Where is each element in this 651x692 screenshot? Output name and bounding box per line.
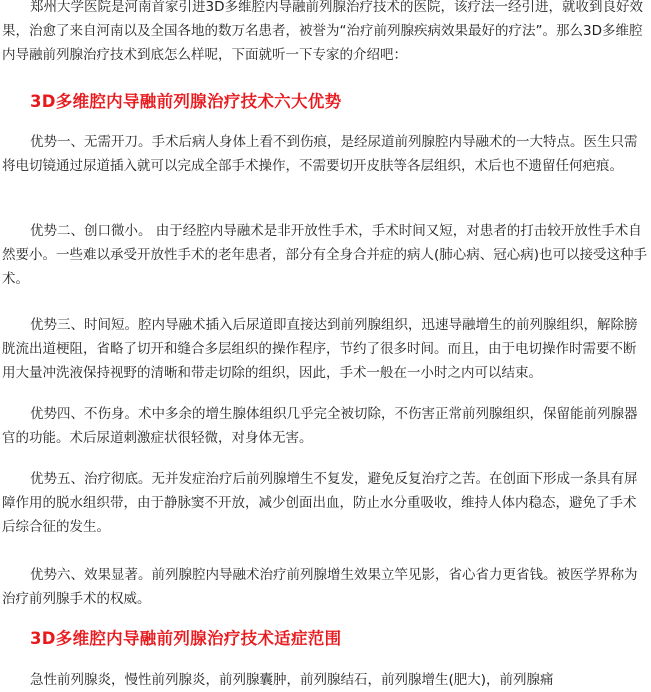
indications-text: 急性前列腺炎，慢性前列腺炎，前列腺囊肿，前列腺结石，前列腺增生(肥大)，前列腺痛 xyxy=(30,672,554,688)
intro-paragraph: 郑州大学医院是河南首家引进3D多维腔内导融前列腺治疗技术的医院，该疗法一经引进，就收到良好效果，治愈了来自河南以及全国各地的数万名患者，被誉为“治疗前列腺疾病效果最好的疗法”。那么3D多维腔内导融前列腺治疗技术到底怎么样呢，下面就听一下专家的介绍吧： xyxy=(2,0,643,63)
advantage-item-6: 优势六、效果显著。前列腺腔内导融术治疗前列腺增生效果立竿见影，省心省力更省钱。被医学界称为治疗前列腺手术的权威。 xyxy=(2,567,638,607)
advantage-item-2: 优势二、创口微小。 由于经腔内导融术是非开放性手术，手术时间又短，对患者的打击较开放性手术自然要小。一些难以承受开放性手术的老年患者，部分有全身合并症的病人(肺心病、冠心病)也可以接受这种手术。 xyxy=(2,223,648,287)
advantage-item-5: 优势五、治疗彻底。无并发症治疗后前列腺增生不复发，避免反复治疗之苦。在创面下形成一条具有屏障作用的脱水组织带，由于静脉窦不开放，减少创面出血，防止水分重吸收，维持人体内稳态，避免了手术后综合征的发生。 xyxy=(2,471,638,535)
advantage-item-3: 优势三、时间短。腔内导融术插入后尿道即直接达到前列腺组织，迅速导融增生的前列腺组织，解除膀胱流出道梗阻，省略了切开和缝合多层组织的操作程序，节约了很多时间。而且，由于电切操作时需要不断用大量冲洗液保持视野的清晰和带走切除的组织，因此，手术一般在一小时之内可以结束。 xyxy=(2,317,638,381)
advantages-heading: 3D多维腔内导融前列腺治疗技术六大优势 xyxy=(30,92,342,111)
advantage-item-1: 优势一、无需开刀。手术后病人身体上看不到伤痕，是经尿道前列腺腔内导融术的一大特点。医生只需将电切镜通过尿道插入就可以完成全部手术操作，不需要切开皮肤等各层组织，术后也不遗留任何疤痕。 xyxy=(2,134,638,174)
indications-heading: 3D多维腔内导融前列腺治疗技术适症范围 xyxy=(30,629,342,648)
advantage-item-4: 优势四、不伤身。术中多余的增生腺体组织几乎完全被切除，不伤害正常前列腺组织，保留能前列腺器官的功能。术后尿道刺激症状很轻微，对身体无害。 xyxy=(2,406,638,446)
